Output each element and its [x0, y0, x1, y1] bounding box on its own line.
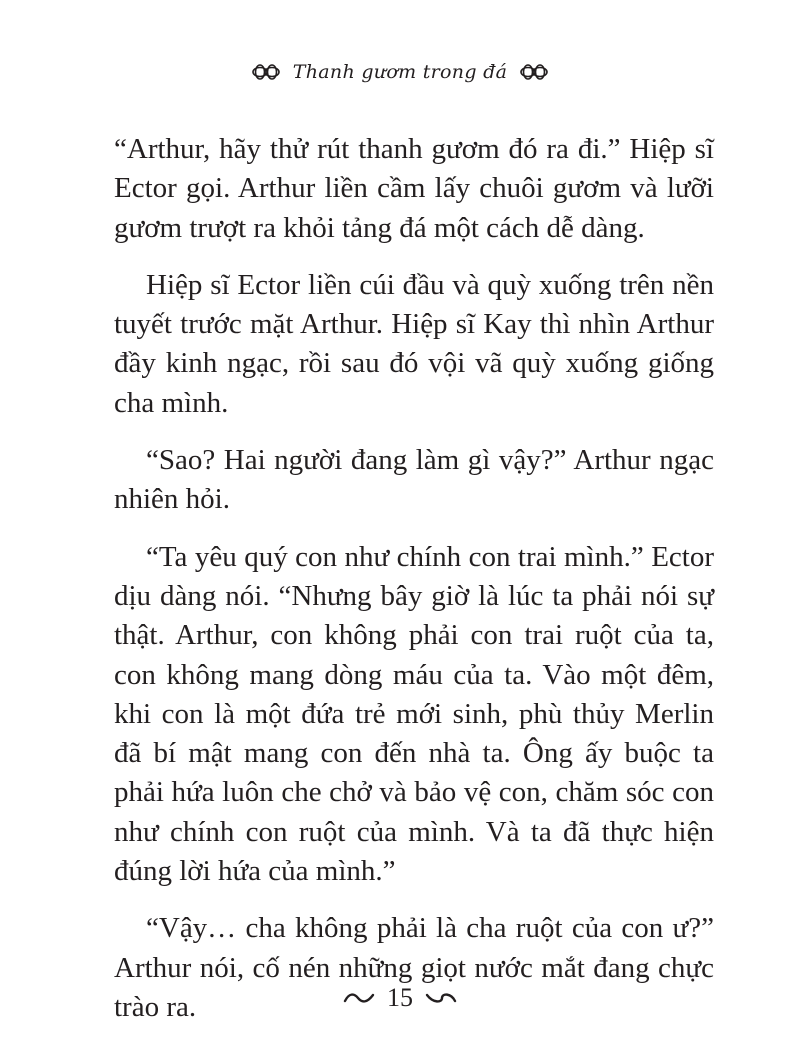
celtic-knot-icon: [251, 63, 281, 81]
story-text: [114, 130, 714, 1045]
paragraph: “Vậy… cha không phải là cha ruột của con ư?” Arthur nói, cố nén những giọt nước mắt đang chực trào ra.: [114, 912, 714, 1023]
paragraph: “Sao? Hai người đang làm gì vậy?” Arthur ngạc nhiên hỏi.: [114, 444, 714, 516]
paragraph: “Ta yêu quý con như chính con trai mình.” Ector dịu dàng nói. “Nhưng bây giờ là lúc ta phải nói sự thật. Arthur, con không phải con trai ruột của ta, con không mang dòng máu của ta. Vào một đêm, khi con là một đứa trẻ mới sinh, phù thủy Merlin đã bí mật mang con đến nhà ta. Ông ấy buộc ta phải hứa luôn che chở và bảo vệ con, chăm sóc con như chính con ruột của mình. Và ta đã thực hiện đúng lời hứa của mình.”: [114, 540, 714, 888]
paragraph: Hiệp sĩ Ector liền cúi đầu và quỳ xuống trên nền tuyết trước mặt Arthur. Hiệp sĩ Kay thì nhìn Arthur đầy kinh ngạc, rồi sau đó vội vã quỳ xuống giống cha mình.: [114, 268, 714, 419]
celtic-knot-icon: [519, 63, 549, 81]
page-number: 15: [387, 983, 413, 1012]
paragraph: “Arthur, hãy thử rút thanh gươm đó ra đi.” Hiệp sĩ Ector gọi. Arthur liền cầm lấy chuôi gươm và lưỡi gươm trượt ra khỏi tảng đá một cách dễ dàng.: [114, 133, 714, 244]
swash-icon: [343, 990, 375, 1006]
swash-icon: [425, 990, 457, 1006]
running-title: Thanh gươm trong đá: [292, 61, 508, 83]
running-header: [0, 54, 800, 90]
page-footer: [0, 980, 800, 1016]
